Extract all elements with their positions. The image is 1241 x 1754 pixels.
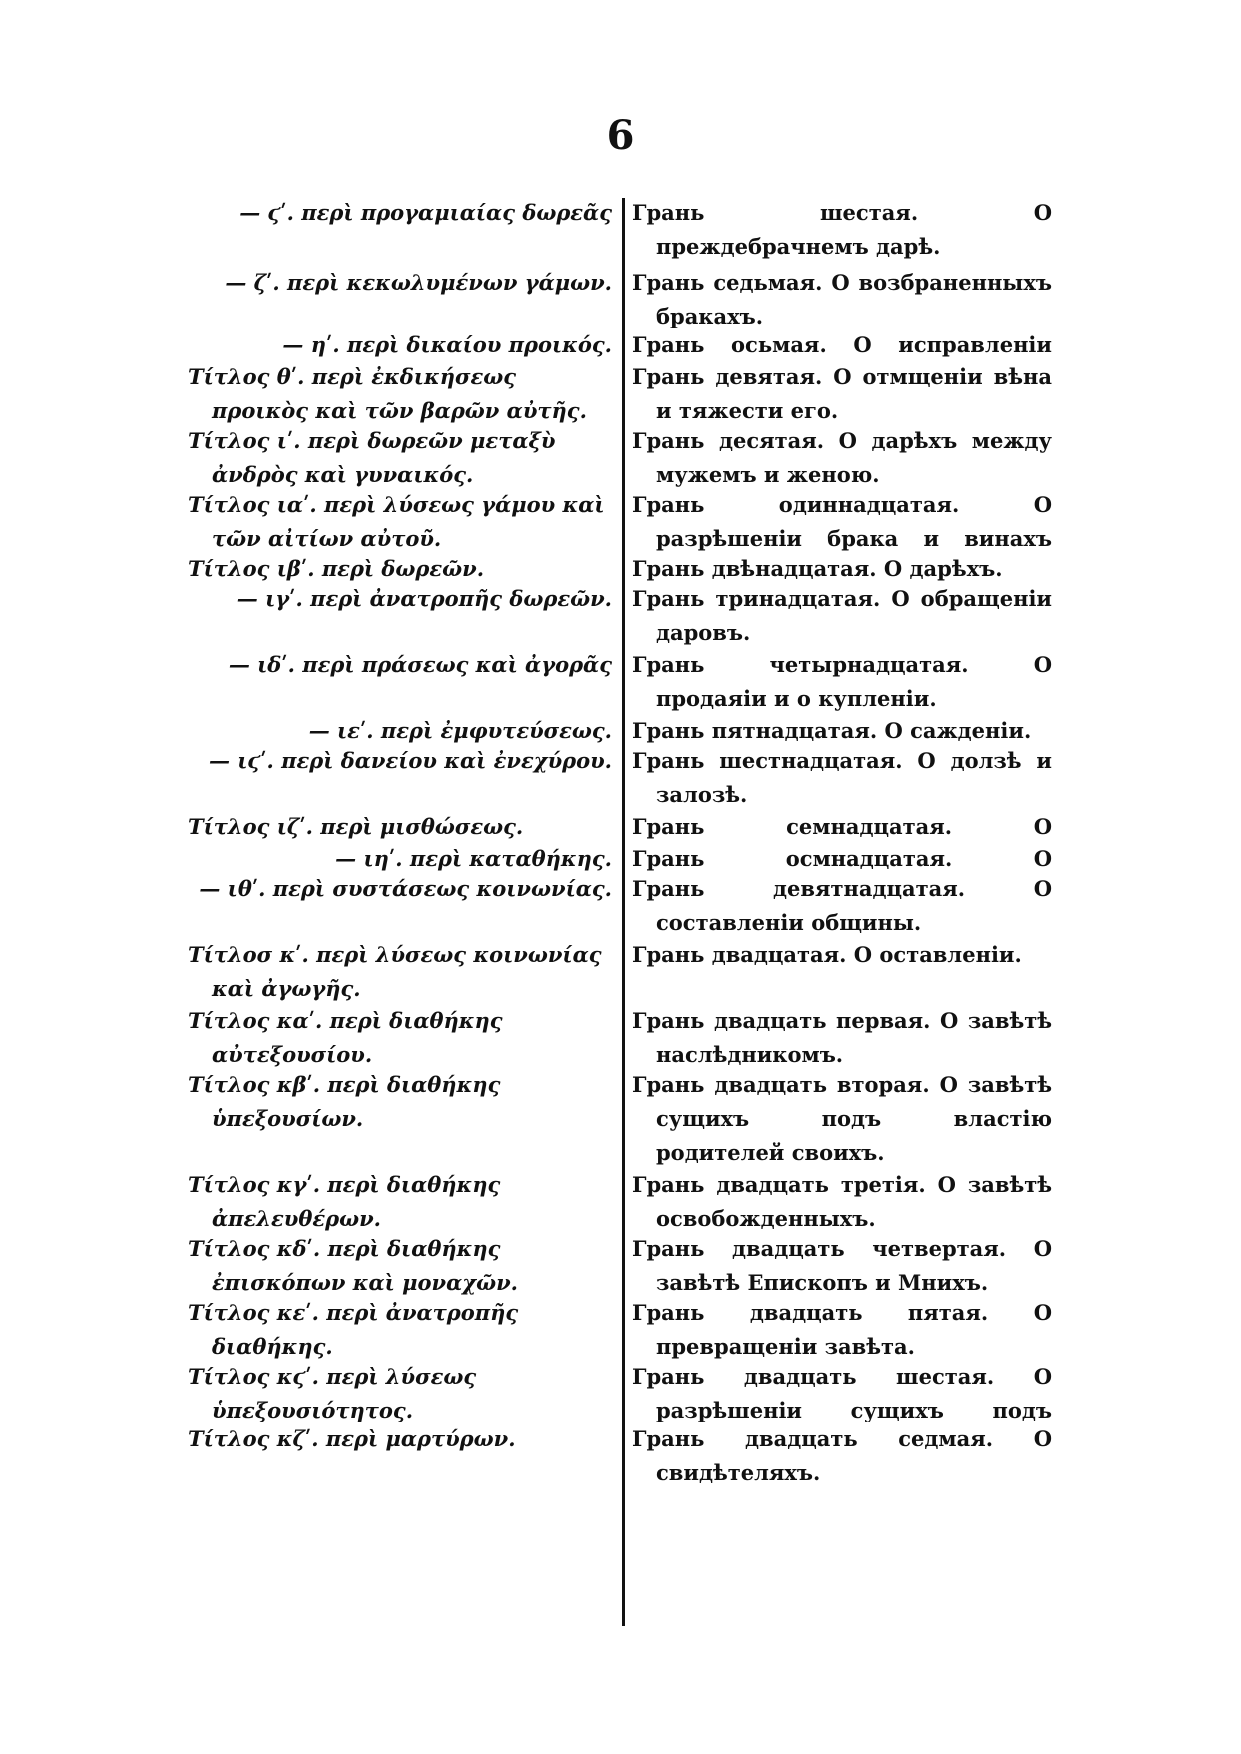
greek-entry [188, 488, 612, 552]
russian-entry [632, 744, 1052, 810]
greek-entry-text: — ιδʹ. περὶ πράσεως καὶ ἀγορᾶς [228, 652, 612, 677]
russian-entry-text: Грань двадцатая. О оставленіи. [632, 942, 1022, 967]
greek-entry-text: Τίτλος κγʹ. περὶ διαθήκης ἀπελευθέρων. [188, 1172, 501, 1231]
greek-entry [188, 1168, 612, 1232]
column-divider [622, 198, 625, 1626]
greek-entry [188, 266, 612, 328]
greek-entry [188, 938, 612, 1004]
greek-entry [188, 582, 612, 648]
russian-entry [632, 842, 1052, 872]
greek-entry [188, 810, 612, 842]
russian-entry-text: Грань пятнадцатая. О сажденіи. [632, 718, 1032, 743]
greek-entry [188, 552, 612, 582]
greek-entry-text: Τίτλος κζʹ. περὶ μαρτύρων. [188, 1426, 516, 1451]
russian-entry-text: Грань двадцать пятая. О превращеніи завѣта. [632, 1300, 1052, 1359]
greek-entry [188, 648, 612, 714]
greek-entry [188, 196, 612, 266]
russian-entry-text: Грань двадцать вторая. О завѣтѣ сущихъ подъ властію родителей своихъ. [632, 1072, 1052, 1165]
russian-column [632, 196, 1052, 1486]
russian-entry-text: Грань двѣнадцатая. О дарѣхъ. [632, 556, 1003, 581]
russian-entry [632, 714, 1052, 744]
greek-entry [188, 744, 612, 810]
greek-entry-text: — ιηʹ. περὶ καταθήκης. [335, 846, 612, 871]
greek-entry-text: Τίτλος κϛʹ. περὶ λύσεως ὑπεξουσιότητος. [188, 1364, 477, 1422]
russian-entry-text: Грань седьмая. О возбраненныхъ бракахъ. [632, 270, 1052, 328]
greek-entry [188, 1232, 612, 1296]
greek-entry-text: Τίτλος κδʹ. περὶ διαθήκης ἐπισκόπων καὶ μοναχῶν. [188, 1236, 518, 1295]
russian-entry [632, 196, 1052, 266]
russian-entry [632, 1422, 1052, 1486]
russian-entry-text: Грань одиннадцатая. О разрѣшеніи брака и винахъ [632, 492, 1052, 551]
greek-entry-text: — ιγʹ. περὶ ἀνατροπῆς δωρεῶν. [236, 586, 612, 611]
greek-entry [188, 360, 612, 424]
greek-entry-text: — ιθʹ. περὶ συστάσεως κοινωνίας. [199, 876, 612, 901]
russian-entry-text: Грань шестнадцатая. О долзѣ и залозѣ. [632, 748, 1052, 807]
greek-entry-text: Τίτλος κεʹ. περὶ ἀνατροπῆς διαθήκης. [188, 1300, 519, 1359]
russian-entry-text: Грань шестая. О преждебрачнемъ дарѣ. [632, 200, 1052, 259]
greek-entry-text: Τίτλος ιαʹ. περὶ λύσεως γάμου καὶ τῶν αἰτίων αὐτοῦ. [188, 492, 605, 551]
greek-entry-text: — ζʹ. περὶ κεκωλυμένων γάμων. [225, 270, 612, 295]
greek-entry [188, 328, 612, 360]
russian-entry-text: Грань тринадцатая. О обращеніи даровъ. [632, 586, 1052, 645]
russian-entry [632, 360, 1052, 424]
russian-entry-text: Грань четырнадцатая. О продаяіи и о купленіи. [632, 652, 1052, 711]
greek-entry [188, 872, 612, 938]
russian-entry-text: Грань девятнадцатая. О составленіи общины. [632, 876, 1052, 935]
russian-entry [632, 1068, 1052, 1168]
russian-entry [632, 582, 1052, 648]
greek-entry-text: — ιεʹ. περὶ ἐμφυτεύσεως. [308, 718, 612, 743]
russian-entry [632, 938, 1052, 1004]
greek-entry [188, 1296, 612, 1360]
greek-entry-text: — ϛʹ. περὶ προγαμιαίας δωρεᾶς [239, 200, 612, 225]
russian-entry [632, 1232, 1052, 1296]
russian-entry [632, 648, 1052, 714]
greek-entry-text: Τίτλος ιζʹ. περὶ μισθώσεως. [188, 814, 524, 839]
russian-entry-text: Грань двадцать третія. О завѣтѣ освобожденныхъ. [632, 1172, 1052, 1231]
russian-entry [632, 488, 1052, 552]
greek-entry [188, 1004, 612, 1068]
russian-entry-text: Грань осмнадцатая. О [632, 846, 1052, 871]
russian-entry [632, 266, 1052, 328]
russian-entry [632, 424, 1052, 488]
greek-column [188, 196, 612, 1486]
greek-entry-text: Τίτλος θʹ. περὶ ἐκδικήσεως προικὸς καὶ τῶν βαρῶν αὐτῆς. [188, 364, 587, 423]
greek-entry [188, 714, 612, 744]
greek-entry-text: — ιϛʹ. περὶ δανείου καὶ ἐνεχύρου. [208, 748, 612, 773]
greek-entry [188, 1068, 612, 1168]
russian-entry [632, 1360, 1052, 1422]
russian-entry-text: Грань десятая. О дарѣхъ между мужемъ и женою. [632, 428, 1052, 487]
russian-entry [632, 872, 1052, 938]
greek-entry-text: Τίτλος κβʹ. περὶ διαθήκης ὑπεξουσίων. [188, 1072, 501, 1131]
russian-entry [632, 1168, 1052, 1232]
russian-entry [632, 328, 1052, 360]
greek-entry [188, 842, 612, 872]
russian-entry-text: Грань двадцать седмая. О свидѣтеляхъ. [632, 1426, 1052, 1485]
russian-entry-text: Грань семнадцатая. О [632, 814, 1052, 839]
russian-entry-text: Грань двадцать шестая. О разрѣшеніи сущихъ подъ [632, 1364, 1052, 1422]
page-number: 6 [606, 112, 635, 159]
russian-entry [632, 552, 1052, 582]
russian-entry [632, 1296, 1052, 1360]
greek-entry [188, 1422, 612, 1486]
russian-entry-text: Грань осьмая. О исправленіи [632, 332, 1052, 357]
greek-entry-text: — ηʹ. περὶ δικαίου προικός. [282, 332, 612, 357]
greek-entry-text: Τίτλος καʹ. περὶ διαθήκης αὐτεξουσίου. [188, 1008, 503, 1067]
russian-entry-text: Грань двадцать первая. О завѣтѣ наслѣдникомъ. [632, 1008, 1052, 1067]
russian-entry [632, 1004, 1052, 1068]
greek-entry-text: Τίτλος ιʹ. περὶ δωρεῶν μεταξὺ ἀνδρὸς καὶ γυναικός. [188, 428, 556, 487]
greek-entry [188, 1360, 612, 1422]
greek-entry-text: Τίτλος ιβʹ. περὶ δωρεῶν. [188, 556, 484, 581]
russian-entry-text: Грань девятая. О отмщеніи вѣна и тяжести его. [632, 364, 1052, 423]
greek-entry [188, 424, 612, 488]
russian-entry [632, 810, 1052, 842]
russian-entry-text: Грань двадцать четвертая. О завѣтѣ Епископъ и Мнихъ. [632, 1236, 1052, 1295]
greek-entry-text: Τίτλοσ κʹ. περὶ λύσεως κοινωνίας καὶ ἀγωγῆς. [188, 942, 602, 1001]
